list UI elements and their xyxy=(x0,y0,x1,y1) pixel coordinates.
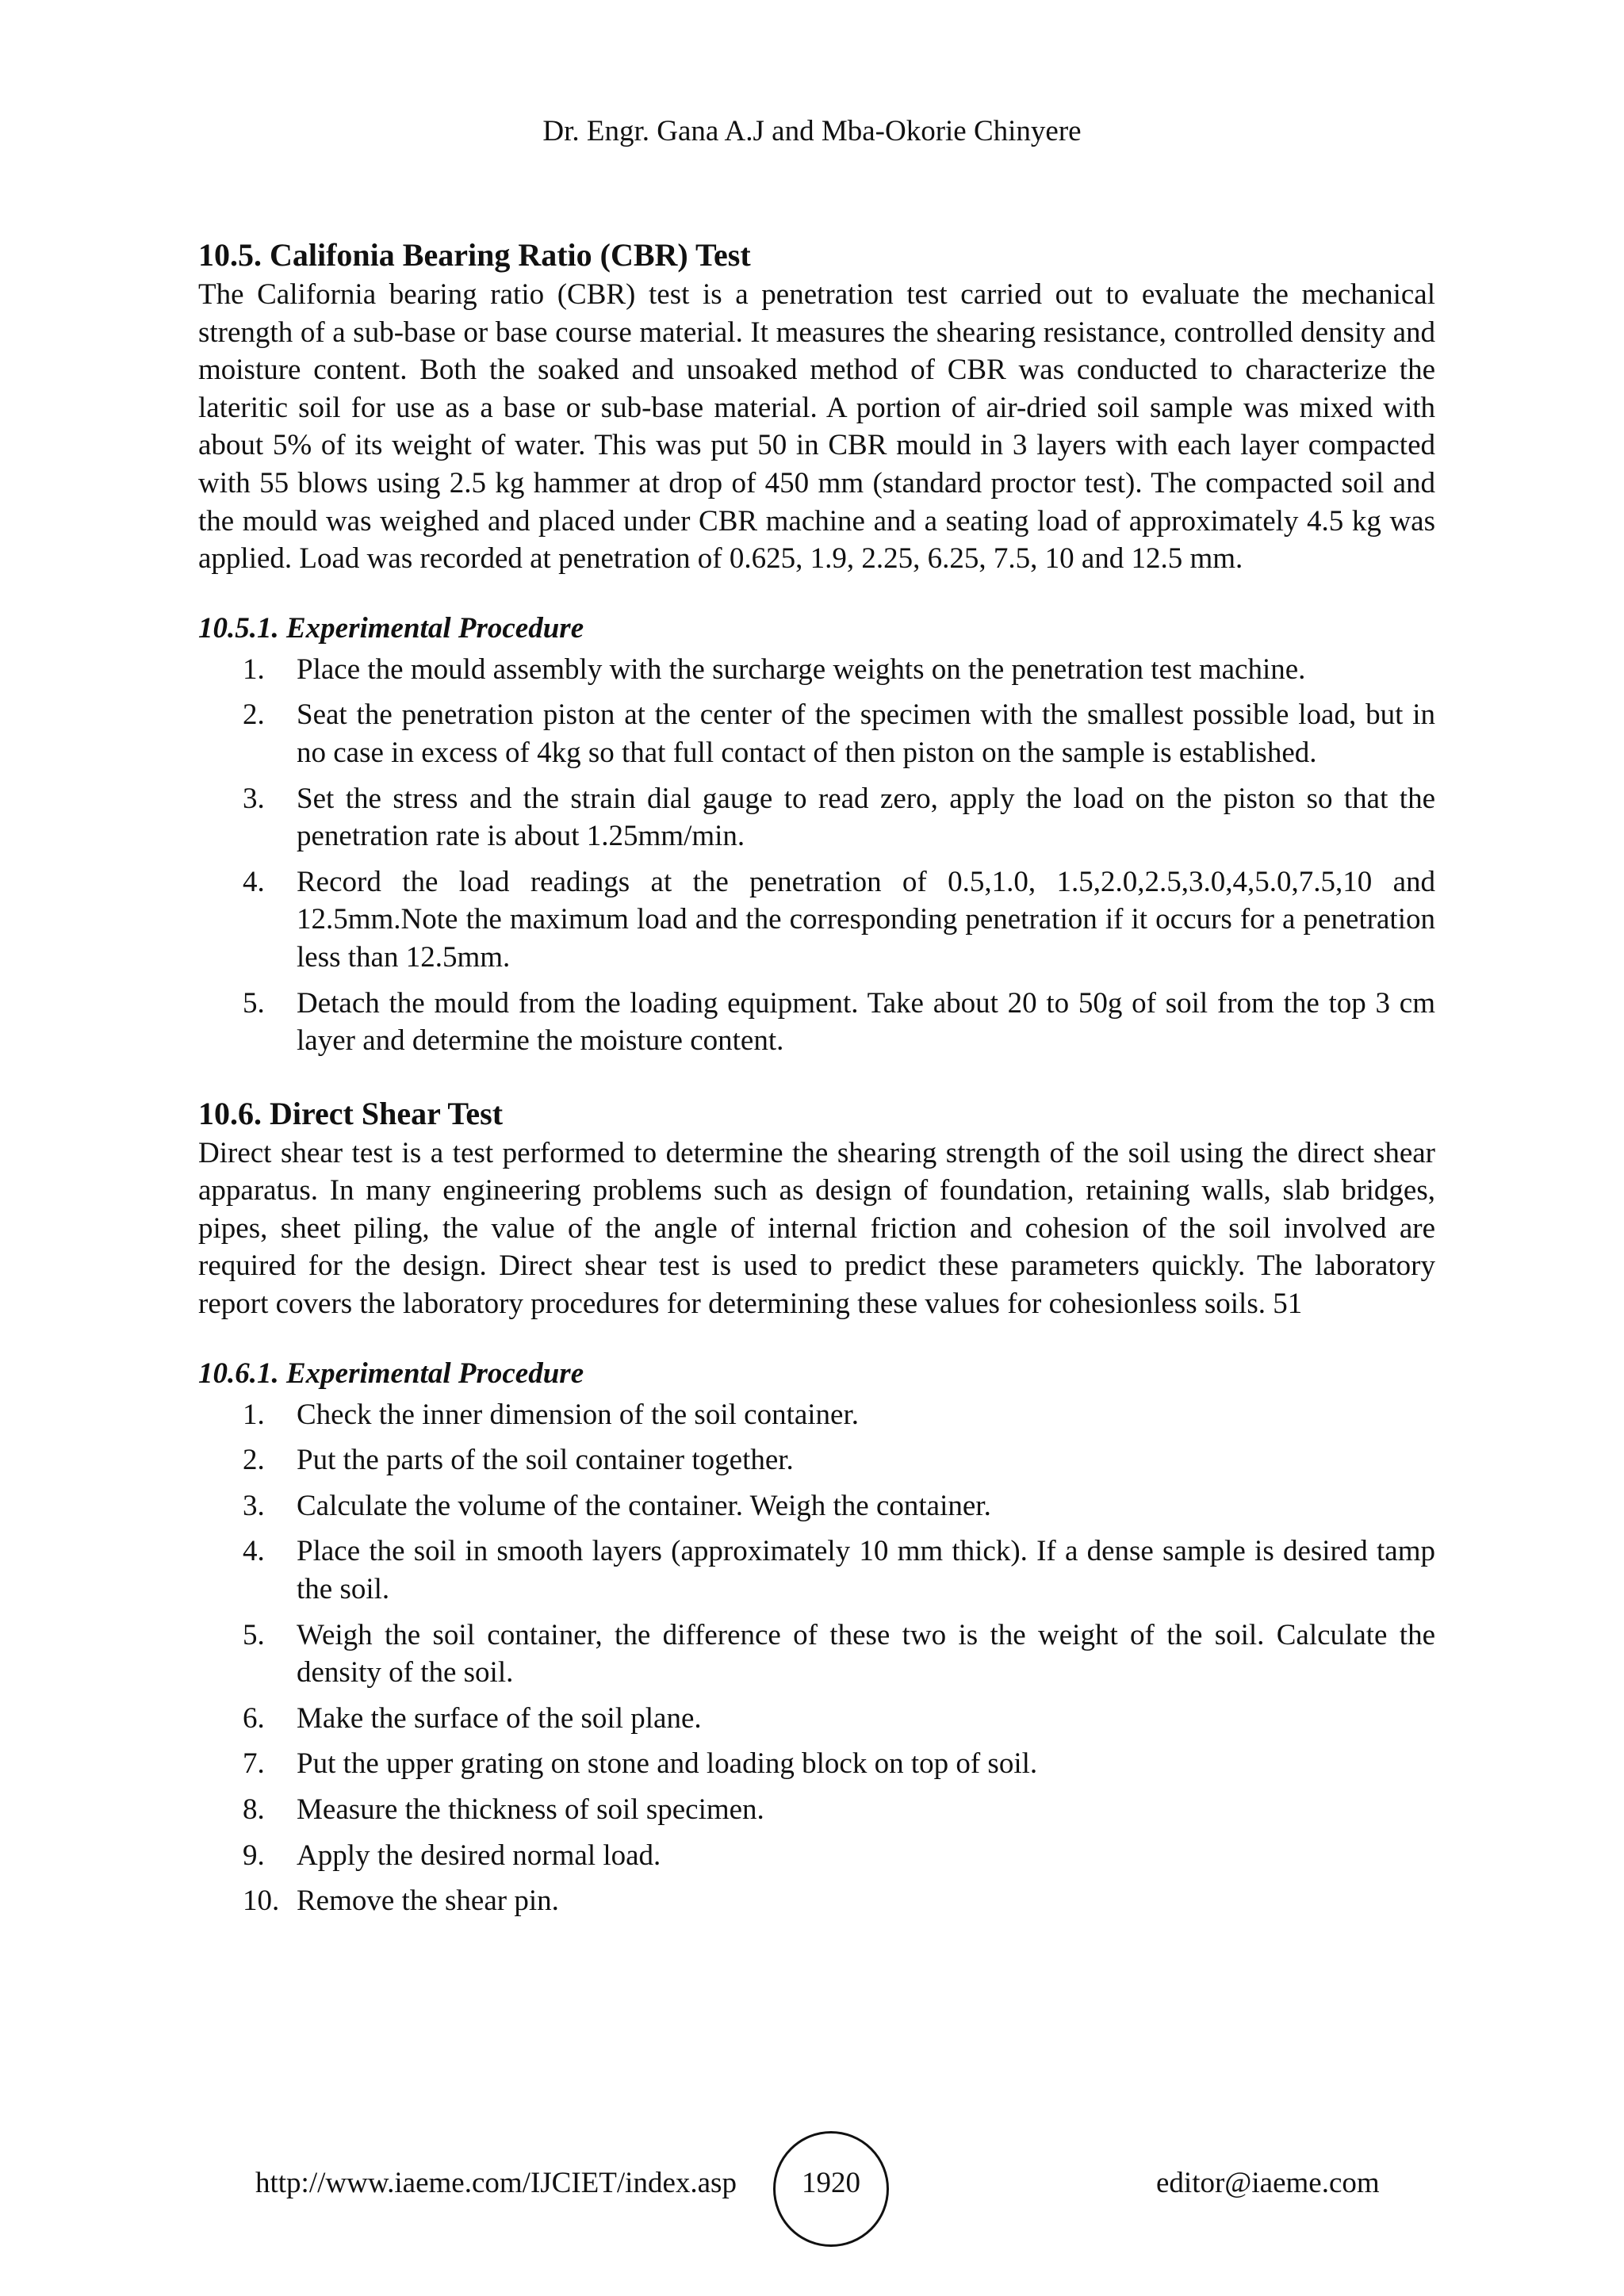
cbr-procedure-list xyxy=(198,651,1435,1060)
list-item-number: 3. xyxy=(243,782,265,815)
list-item-number: 5. xyxy=(243,986,265,1020)
direct-shear-procedure-list xyxy=(198,1396,1435,1920)
direct-shear-procedure-heading: 10.6.1. Experimental Procedure xyxy=(198,1357,584,1390)
list-item-text: Put the upper grating on stone and loading block on top of soil. xyxy=(297,1747,1038,1781)
list-item xyxy=(198,1533,1435,1608)
list-item-number: 1. xyxy=(243,652,265,686)
list-item xyxy=(198,1441,1435,1479)
list-item-text: Remove the shear pin. xyxy=(297,1885,559,1918)
list-item xyxy=(198,780,1435,855)
list-item xyxy=(198,1700,1435,1738)
list-item xyxy=(198,985,1435,1060)
list-item-text: Apply the desired normal load. xyxy=(297,1839,661,1872)
list-item-text: Record the load readings at the penetration of 0.5,1.0, 1.5,2.0,2.5,3.0,4,5.0,7.5,10 and 12.5mm.Note the maximum load and the corresponding penetration if it occurs for a penetration less than 12.5mm. xyxy=(297,865,1435,974)
list-item-number: 2. xyxy=(243,1444,265,1477)
list-item xyxy=(198,696,1435,771)
list-item-text: Calculate the volume of the container. Weigh the container. xyxy=(297,1489,991,1522)
cbr-paragraph: The California bearing ratio (CBR) test is a penetration test carried out to evaluate the mechanical strength of a sub-base or base course material. It measures the shearing resistance, controlled density and moisture content. Both the soaked and unsoaked method of CBR was conducted to characterize the lateritic soil for use as a base or sub-base material. A portion of air-dried soil sample was mixed with about 5% of its weight of water. This was put 50 in CBR mould in 3 layers with each layer compacted with 55 blows using 2.5 kg hammer at drop of 450 mm (standard proctor test). The compacted soil and the mould was weighed and placed under CBR machine and a seating load of approximately 4.5 kg was applied. Load was recorded at penetration of 0.625, 1.9, 2.25, 6.25, 7.5, 10 and 12.5 mm. xyxy=(198,278,1435,576)
list-item-number: 9. xyxy=(243,1839,265,1872)
list-item-number: 1. xyxy=(243,1398,265,1431)
list-item-text: Measure the thickness of soil specimen. xyxy=(297,1793,764,1826)
list-item xyxy=(198,863,1435,977)
list-item-text: Detach the mould from the loading equipment. Take about 20 to 50g of soil from the top 3 cm layer and determine the moisture content. xyxy=(297,986,1435,1058)
list-item xyxy=(198,1837,1435,1875)
list-item-text: Place the mould assembly with the surcharge weights on the penetration test machine. xyxy=(297,652,1306,686)
footer-journal-link[interactable]: http://www.iaeme.com/IJCIET/index.asp xyxy=(255,2167,737,2199)
list-item xyxy=(198,1745,1435,1783)
section-heading-cbr: 10.5. Califonia Bearing Ratio (CBR) Test xyxy=(198,237,751,273)
list-item-number: 4. xyxy=(243,865,265,898)
list-item xyxy=(198,1617,1435,1692)
list-item-text: Check the inner dimension of the soil container. xyxy=(297,1398,859,1431)
list-item-text: Weigh the soil container, the difference of these two is the weight of the soil. Calculate the density of the soil. xyxy=(297,1618,1435,1689)
list-item-text: Set the stress and the strain dial gauge to read zero, apply the load on the piston so that the penetration rate is about 1.25mm/min. xyxy=(297,782,1435,853)
list-item-number: 6. xyxy=(243,1701,265,1735)
list-item-text: Put the parts of the soil container together. xyxy=(297,1444,794,1477)
list-item-text: Seat the penetration piston at the center of the specimen with the smallest possible load, but in no case in excess of 4kg so that full contact of then piston on the sample is established. xyxy=(297,698,1435,769)
page-content xyxy=(198,235,1435,1928)
direct-shear-paragraph: Direct shear test is a test performed to determine the shearing strength of the soil using the direct shear apparatus. In many engineering problems such as design of foundation, retaining walls, slab bridges, pipes, sheet piling, the value of the angle of internal friction and cohesion of the soil involved are required for the design. Direct shear test is used to predict these parameters quickly. The laboratory report covers the laboratory procedures for determining these values for cohesionless soils. 51 xyxy=(198,1136,1435,1321)
running-header: Dr. Engr. Gana A.J and Mba-Okorie Chinyere xyxy=(542,115,1082,147)
list-item-number: 5. xyxy=(243,1618,265,1651)
list-item xyxy=(198,651,1435,689)
list-item-text: Make the surface of the soil plane. xyxy=(297,1701,702,1735)
list-item-number: 10. xyxy=(243,1885,280,1918)
list-item xyxy=(198,1882,1435,1920)
footer-email-link[interactable]: editor@iaeme.com xyxy=(1156,2167,1380,2199)
page-number: 1920 xyxy=(802,2167,860,2199)
list-item-number: 4. xyxy=(243,1535,265,1568)
list-item xyxy=(198,1791,1435,1829)
cbr-procedure-heading: 10.5.1. Experimental Procedure xyxy=(198,611,584,645)
list-item-number: 3. xyxy=(243,1489,265,1522)
list-item xyxy=(198,1487,1435,1525)
list-item-number: 8. xyxy=(243,1793,265,1826)
list-item-number: 7. xyxy=(243,1747,265,1781)
page-footer xyxy=(0,2131,1624,2250)
section-heading-direct-shear: 10.6. Direct Shear Test xyxy=(198,1095,504,1131)
list-item-text: Place the soil in smooth layers (approximately 10 mm thick). If a dense sample is desired tamp the soil. xyxy=(297,1535,1435,1606)
list-item-number: 2. xyxy=(243,698,265,732)
list-item xyxy=(198,1396,1435,1434)
